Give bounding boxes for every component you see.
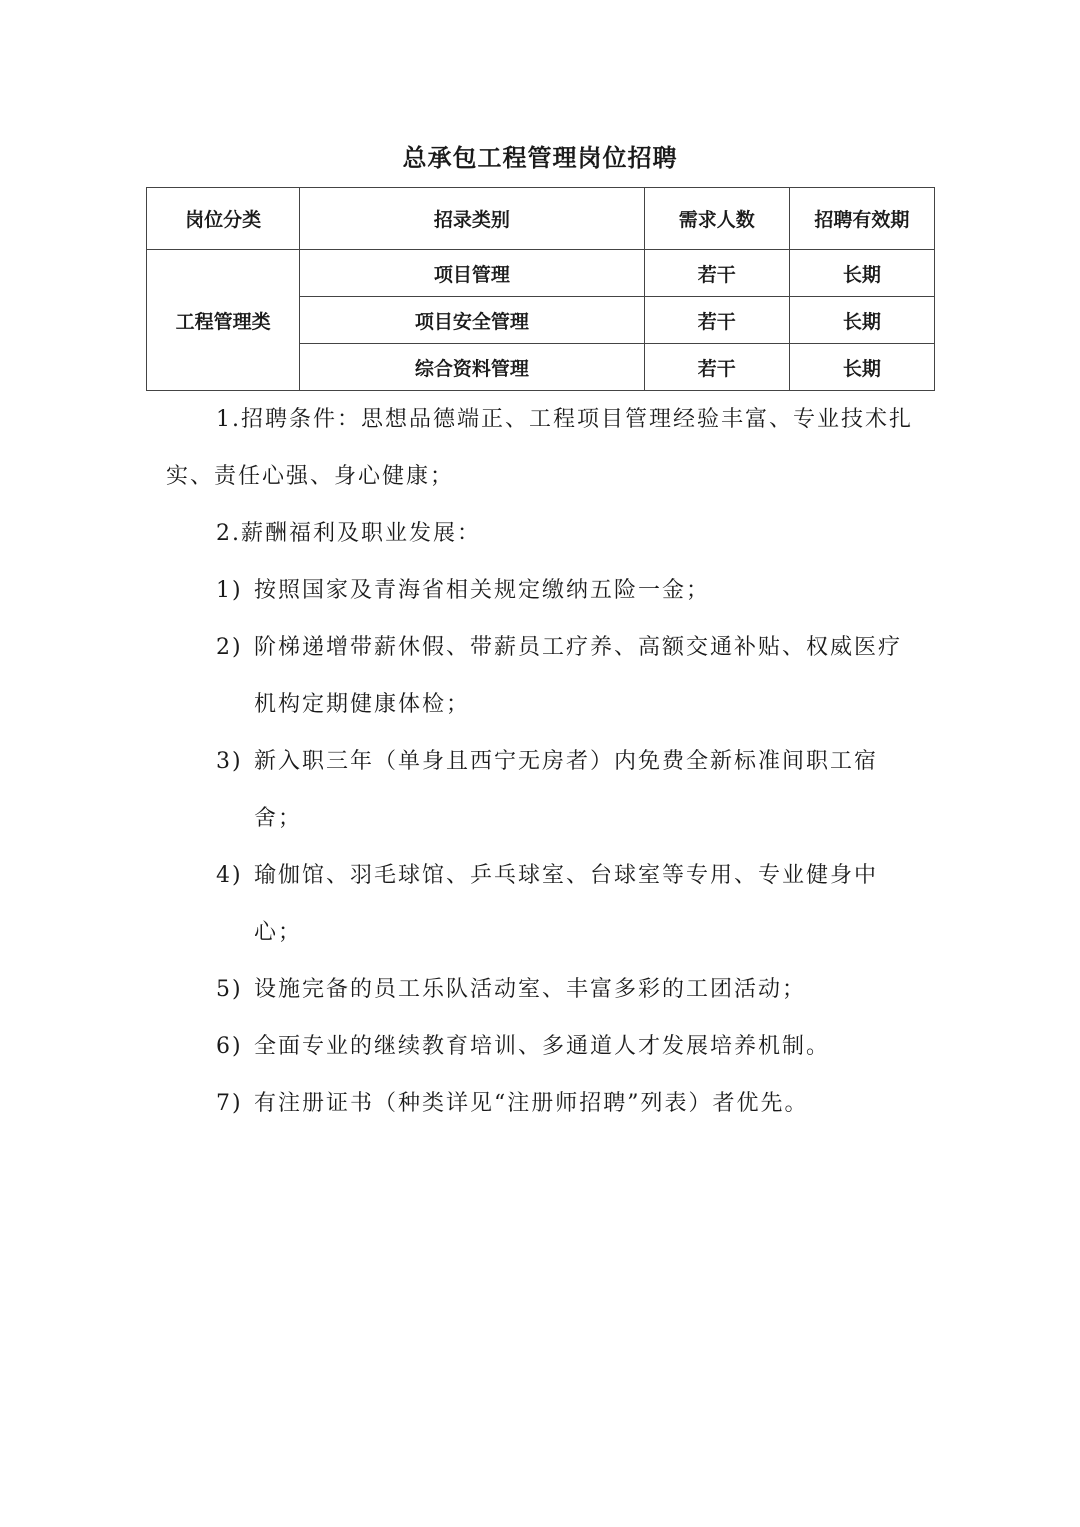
header-recruit-type: 招录类别 [300, 188, 644, 250]
page-title: 总承包工程管理岗位招聘 [402, 144, 678, 172]
body-text [166, 391, 918, 1132]
headcount-cell: 若干 [644, 250, 789, 297]
list-item [166, 847, 918, 961]
list-text: 瑜伽馆、羽毛球馆、乒乓球室、台球室等专用、专业健身中心； [254, 863, 879, 945]
recruit-type-cell: 项目管理 [300, 250, 644, 297]
list-item [166, 733, 918, 847]
header-position-category: 岗位分类 [147, 188, 300, 250]
list-text: 设施完备的员工乐队活动室、丰富多彩的工团活动； [254, 977, 807, 1002]
list-number: 1) [216, 578, 243, 603]
list-item [166, 1018, 918, 1075]
validity-cell: 长期 [789, 344, 934, 391]
benefits-heading: 2.薪酬福利及职业发展： [216, 521, 481, 546]
list-number: 3) [216, 749, 243, 774]
headcount-cell: 若干 [644, 297, 789, 344]
recruit-type-cell: 项目安全管理 [300, 297, 644, 344]
headcount-cell: 若干 [644, 344, 789, 391]
list-item [166, 961, 918, 1018]
table-header-row [147, 188, 935, 250]
list-item [166, 562, 918, 619]
validity-cell: 长期 [789, 250, 934, 297]
list-item [166, 1075, 918, 1132]
recruitment-table [146, 187, 935, 391]
recruit-type-cell: 综合资料管理 [300, 344, 644, 391]
header-validity: 招聘有效期 [789, 188, 934, 250]
list-text: 全面专业的继续教育培训、多通道人才发展培养机制。 [254, 1034, 831, 1059]
validity-cell: 长期 [789, 297, 934, 344]
table-row [147, 250, 935, 297]
list-text: 有注册证书（种类详见“注册师招聘”列表）者优先。 [254, 1091, 809, 1116]
category-cell: 工程管理类 [147, 250, 300, 391]
list-number: 2) [216, 635, 243, 660]
requirements-paragraph: 1.招聘条件：思想品德端正、工程项目管理经验丰富、专业技术扎实、责任心强、身心健康； [166, 407, 913, 489]
list-text: 新入职三年（单身且西宁无房者）内免费全新标准间职工宿舍； [254, 749, 879, 831]
header-headcount: 需求人数 [644, 188, 789, 250]
list-text: 按照国家及青海省相关规定缴纳五险一金； [254, 578, 711, 603]
list-number: 5) [216, 977, 243, 1002]
list-number: 4) [216, 863, 243, 888]
benefits-list [166, 562, 918, 1132]
list-number: 6) [216, 1034, 243, 1059]
list-number: 7) [216, 1091, 243, 1116]
list-item [166, 619, 918, 733]
list-text: 阶梯递增带薪休假、带薪员工疗养、高额交通补贴、权威医疗机构定期健康体检； [254, 635, 903, 717]
